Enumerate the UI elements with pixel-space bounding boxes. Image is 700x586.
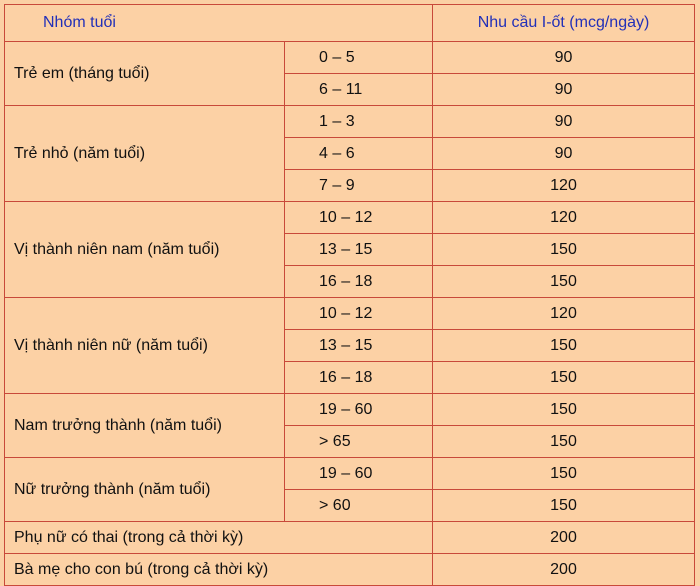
requirement-cell: 90 xyxy=(433,106,695,138)
table-row xyxy=(5,42,695,74)
age-range-cell: 13 – 15 xyxy=(285,330,433,362)
age-range-cell: 19 – 60 xyxy=(285,458,433,490)
age-range-cell: 13 – 15 xyxy=(285,234,433,266)
age-range-cell: > 60 xyxy=(285,490,433,522)
header-iodine-requirement: Nhu cầu I-ốt (mcg/ngày) xyxy=(433,5,695,42)
age-range-cell: 1 – 3 xyxy=(285,106,433,138)
requirement-cell: 90 xyxy=(433,42,695,74)
age-range-cell: 19 – 60 xyxy=(285,394,433,426)
requirement-cell: 150 xyxy=(433,394,695,426)
age-range-cell: 7 – 9 xyxy=(285,170,433,202)
requirement-cell: 150 xyxy=(433,490,695,522)
group-name-cell: Nữ trưởng thành (năm tuổi) xyxy=(5,458,285,522)
group-name-cell: Trẻ em (tháng tuổi) xyxy=(5,42,285,106)
requirement-cell: 120 xyxy=(433,298,695,330)
table-row xyxy=(5,394,695,426)
age-range-cell: 10 – 12 xyxy=(285,298,433,330)
table-row xyxy=(5,522,695,554)
group-name-cell: Bà mẹ cho con bú (trong cả thời kỳ) xyxy=(5,554,433,586)
table-row xyxy=(5,106,695,138)
group-name-cell: Vị thành niên nữ (năm tuổi) xyxy=(5,298,285,394)
requirement-cell: 120 xyxy=(433,170,695,202)
iodine-requirement-table xyxy=(4,4,695,586)
table-header-row xyxy=(5,5,695,42)
table-row xyxy=(5,458,695,490)
age-range-cell: 0 – 5 xyxy=(285,42,433,74)
requirement-cell: 200 xyxy=(433,522,695,554)
age-range-cell: 4 – 6 xyxy=(285,138,433,170)
group-name-cell: Trẻ nhỏ (năm tuổi) xyxy=(5,106,285,202)
header-age-group: Nhóm tuổi xyxy=(5,5,433,42)
group-name-cell: Nam trưởng thành (năm tuổi) xyxy=(5,394,285,458)
requirement-cell: 200 xyxy=(433,554,695,586)
table-row xyxy=(5,554,695,586)
requirement-cell: 150 xyxy=(433,362,695,394)
table-row xyxy=(5,298,695,330)
age-range-cell: 16 – 18 xyxy=(285,362,433,394)
requirement-cell: 150 xyxy=(433,426,695,458)
table-row xyxy=(5,202,695,234)
requirement-cell: 150 xyxy=(433,458,695,490)
age-range-cell: > 65 xyxy=(285,426,433,458)
requirement-cell: 90 xyxy=(433,74,695,106)
group-name-cell: Phụ nữ có thai (trong cả thời kỳ) xyxy=(5,522,433,554)
age-range-cell: 10 – 12 xyxy=(285,202,433,234)
requirement-cell: 150 xyxy=(433,330,695,362)
requirement-cell: 150 xyxy=(433,266,695,298)
requirement-cell: 150 xyxy=(433,234,695,266)
group-name-cell: Vị thành niên nam (năm tuổi) xyxy=(5,202,285,298)
age-range-cell: 16 – 18 xyxy=(285,266,433,298)
requirement-cell: 90 xyxy=(433,138,695,170)
age-range-cell: 6 – 11 xyxy=(285,74,433,106)
requirement-cell: 120 xyxy=(433,202,695,234)
